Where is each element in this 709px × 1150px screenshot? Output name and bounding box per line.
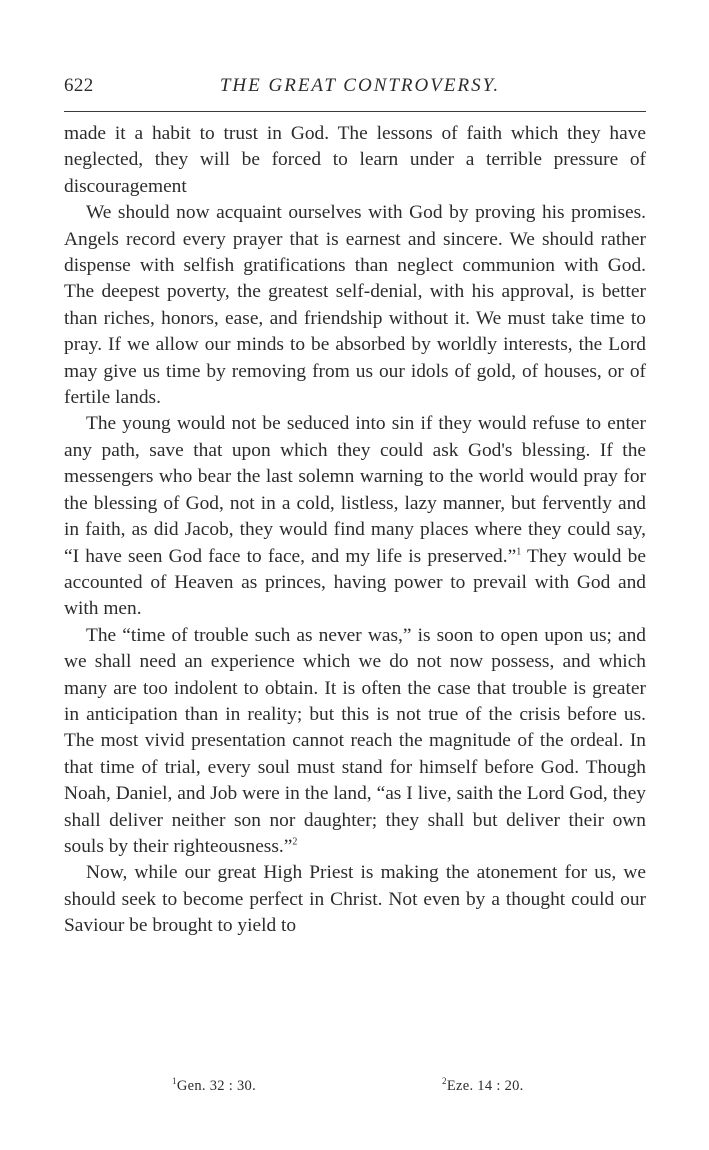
header-rule	[64, 111, 646, 112]
paragraph: made it a habit to trust in God. The lessons of faith which they have neglected, they will be forced to learn under a terrible pressure of discouragement	[64, 123, 646, 197]
footnote-reference: 2	[292, 836, 298, 848]
footnote-mark: 2	[442, 1076, 447, 1087]
paragraph-text: They would be accounted of Heaven as princes, having power to prevail with God and with men.	[64, 545, 646, 620]
footnote	[172, 1078, 256, 1095]
page-number: 622	[64, 75, 94, 96]
footnote-text: Eze. 14 : 20.	[446, 1078, 524, 1094]
paragraph	[64, 411, 646, 622]
footnote-text: Gen. 32 : 30.	[176, 1078, 257, 1094]
footnote	[442, 1078, 524, 1095]
book-page	[64, 75, 646, 1094]
paragraph-text: The young would not be seduced into sin if they would refuse to enter any path, save that upon which they could ask God's blessing. If the messengers who bear the last solemn warning to the world would pray for the blessing of God, not in a cold, listless, lazy manner, but fervently and in faith, as did Jacob, they would find many places where they could say, “I have seen God face to face, and my life is preserved.”	[64, 413, 646, 567]
paragraph: We should now acquaint ourselves with God by proving his promises. Angels record every prayer that is earnest and sincere. We should rather dispense with selfish gratifications than neglect communion with God. The deepest poverty, the greatest self-denial, with his approval, is better than riches, honors, ease, and friendship without it. We must take time to pray. If we allow our minds to be absorbed by worldly interests, the Lord may give us time by removing from us our idols of gold, of houses, or of fertile lands.	[64, 202, 646, 409]
paragraph: Now, while our great High Priest is making the atonement for us, we should seek to become perfect in Christ. Not even by a thought could our Saviour be brought to yield to	[64, 862, 646, 937]
footnote-mark: 1	[172, 1076, 177, 1087]
paragraph-text: The “time of trouble such as never was,” is soon to open upon us; and we shall need an experience which we do not now possess, and which many are too indolent to obtain. It is often the case that trouble is greater in anticipation than in reality; but this is not true of the crisis before us. The most vivid presentation cannot reach the magnitude of the ordeal. In that time of trial, every soul must stand for himself before God. Though Noah, Daniel, and Job were in the land, “as I live, saith the Lord God, they shall deliver neither son nor daughter; they shall but deliver their own souls by their righteousness.”	[64, 624, 646, 857]
paragraph	[64, 623, 646, 861]
body-text	[64, 121, 646, 940]
running-header	[64, 75, 646, 105]
running-title: THE GREAT CONTROVERSY.	[219, 75, 501, 96]
footnote-reference: 1	[516, 546, 522, 558]
